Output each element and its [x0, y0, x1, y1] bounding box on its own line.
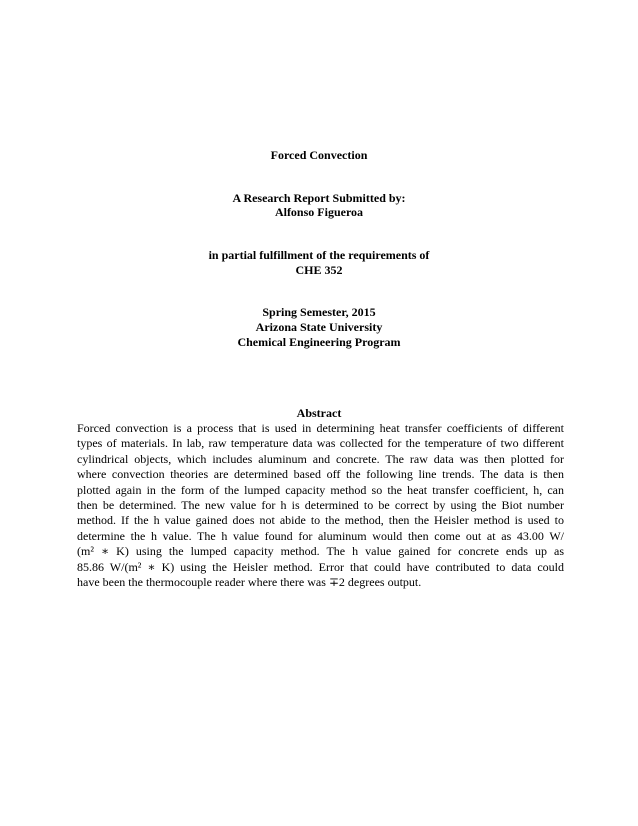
abstract-line: where convection theories are determined based off the following line trends. The data is then: [77, 467, 564, 482]
abstract-body: [77, 421, 564, 590]
university: Arizona State University: [255, 320, 383, 334]
abstract-line: types of materials. In lab, raw temperature data was collected for the temperature of two different: [77, 436, 564, 451]
abstract-line: plotted again in the form of the lumped capacity method so the heat transfer coefficient, h, can: [77, 482, 564, 497]
program: Chemical Engineering Program: [237, 335, 401, 349]
abstract-heading: Abstract: [296, 406, 342, 420]
abstract-line: 85.86 W/(m² ∗ K) using the Heisler method. Error that could have contributed to data could: [77, 559, 564, 574]
abstract-line: Forced convection is a process that is used in determining heat transfer coefficients of different: [77, 421, 564, 435]
abstract-line: cylindrical objects, which includes aluminum and concrete. The raw data was then plotted for: [77, 451, 564, 466]
abstract-line: then be determined. The new value for h is determined to be correct by using the Biot number: [77, 497, 564, 512]
report-title: Forced Convection: [270, 148, 368, 162]
course-code: CHE 352: [295, 263, 343, 277]
abstract-line: method. If the h value gained does not abide to the method, then the Heisler method is used to: [77, 513, 564, 528]
abstract-line: (m² ∗ K) using the lumped capacity method. The h value gained for concrete ends up as: [77, 544, 564, 559]
abstract-line: have been the thermocouple reader where there was ∓2 degrees output.: [77, 574, 422, 589]
fulfillment-text: in partial fulfillment of the requirements of: [208, 248, 430, 262]
abstract-line: determine the h value. The h value found for aluminum would then come out at as 43.00 W/: [77, 528, 564, 543]
author-name: Alfonso Figueroa: [274, 205, 364, 219]
semester: Spring Semester, 2015: [262, 305, 376, 319]
submitted-by-line: A Research Report Submitted by:: [232, 191, 406, 205]
